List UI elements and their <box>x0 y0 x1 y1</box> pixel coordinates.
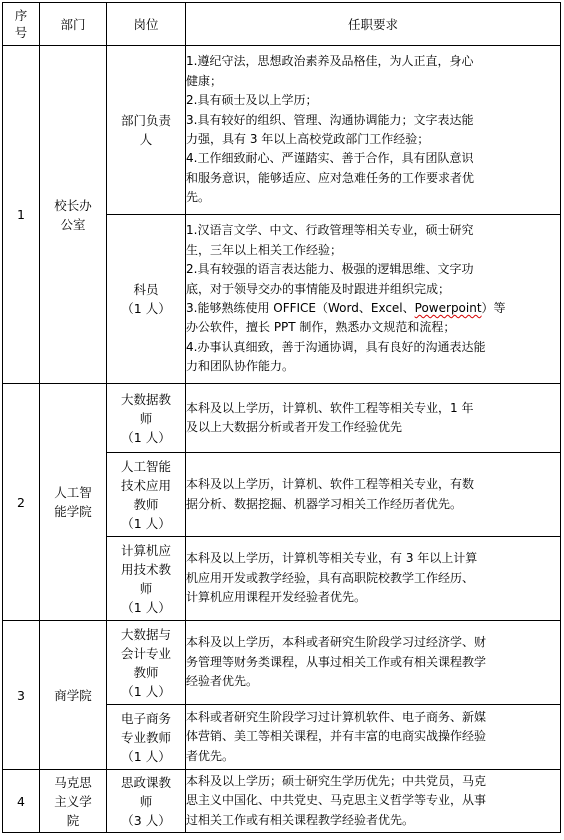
post-line: （1 人） <box>121 515 171 531</box>
requirement-text: ）等 <box>481 301 506 315</box>
department-cell <box>40 770 107 833</box>
requirement-line: 和服务意识，能够适应、应对急难任务的工作要求者优 <box>186 170 475 185</box>
requirement-line: 经验者优先。 <box>186 674 259 689</box>
spellcheck-underlined-word: Powerpoint <box>414 301 482 315</box>
post-cell <box>107 621 186 705</box>
requirements-cell <box>186 215 561 384</box>
requirement-line: 本科及以上学历，计算机、软件工程等相关专业，有数 <box>186 477 475 492</box>
requirement-line: 生，三年以上相关工作经验； <box>186 242 343 257</box>
row-number: 4 <box>3 770 40 833</box>
post-line: 思政课教 <box>120 774 171 790</box>
post-cell <box>107 384 186 453</box>
post-line: 教师 <box>133 664 159 680</box>
post-line: 部门负责 <box>120 113 171 128</box>
header-no-line: 序 <box>14 8 28 23</box>
post-line: 电子商务 <box>120 710 171 726</box>
post-line: 师 <box>139 580 153 596</box>
header-row <box>3 3 561 46</box>
post-line: 大数据教 <box>120 391 171 407</box>
department-line: 公室 <box>60 216 86 232</box>
requirements-cell <box>186 46 561 215</box>
post-line: 专业教师 <box>120 729 171 745</box>
requirement-line: 体营销、美工等相关课程，并有丰富的电商实战操作经验 <box>186 729 487 744</box>
post-line: 教师 <box>133 496 159 512</box>
post-line: （1 人） <box>121 683 171 699</box>
requirement-line: 2.具有硕士及以上学历； <box>186 93 318 108</box>
post-line: 计算机应 <box>120 542 171 558</box>
post-line: 师 <box>139 793 153 809</box>
post-cell <box>107 215 186 384</box>
post-line: （1 人） <box>121 429 171 445</box>
department-cell <box>40 46 107 384</box>
post-line: （1 人） <box>121 301 171 316</box>
post-line: 技术应用 <box>120 477 171 493</box>
requirement-line: 机应用开发或教学经验，具有高职院校教学工作经历、 <box>186 570 475 585</box>
requirement-line: 4.工作细致耐心、严谨踏实、善于合作，具有团队意识 <box>186 151 474 166</box>
post-line: 人工智能 <box>120 458 171 474</box>
department-cell <box>40 384 107 621</box>
requirement-line: 2.具有较强的语言表达能力、极强的逻辑思维、文字功 <box>186 262 474 277</box>
requirement-line: 先。 <box>186 190 211 205</box>
requirements-cell <box>186 537 561 621</box>
requirement-line: 者优先。 <box>186 748 235 763</box>
requirement-line: 据分析、数据挖掘、机器学习相关工作经历者优先。 <box>186 496 463 511</box>
department-line: 人工智 <box>54 485 92 500</box>
requirement-line: 4.办事认真细致，善于沟通协调，具有良好的沟通表达能 <box>186 339 486 354</box>
requirement-line: 1.遵纪守法，思想政治素养及品格佳，为人正直，身心 <box>186 54 474 69</box>
department-line: 校长办 <box>54 197 92 213</box>
requirement-line: 本科及以上学历，计算机等相关专业，有 3 年以上计算 <box>186 551 478 566</box>
post-cell <box>107 705 186 770</box>
header-no-line: 号 <box>14 25 28 40</box>
requirements-cell <box>186 453 561 537</box>
post-cell <box>107 770 186 833</box>
requirement-line: 底，对于领导交办的事情能及时跟进并组织完成； <box>186 281 451 296</box>
row-number: 1 <box>3 46 40 384</box>
post-line: （3 人） <box>121 812 171 828</box>
header-requirements: 任职要求 <box>186 3 561 46</box>
requirement-line: 力强，具有 3 年以上高校党政部门工作经验； <box>186 132 430 146</box>
row-number: 3 <box>3 621 40 770</box>
requirement-line: 过相关工作或有相关课程教学经验者优先。 <box>186 812 415 827</box>
department-line: 商学院 <box>54 687 92 703</box>
requirement-text: 3.能够熟练使用 OFFICE（Word、Excel、 <box>186 301 415 315</box>
requirement-line: 务管理等财务类课程，从事过相关工作或有相关课程教学 <box>186 654 487 669</box>
post-line: 人 <box>139 132 153 147</box>
department-line: 主义学 <box>54 793 92 809</box>
post-line: （1 人） <box>121 748 171 764</box>
requirement-line: 力和团队协作能力。 <box>186 359 295 374</box>
table-row <box>3 46 561 215</box>
requirement-line: 3.具有较好的组织、管理、沟通协调能力；文字表达能 <box>186 112 474 127</box>
requirement-line: 思主义中国化、中共党史、马克思主义哲学等专业，从事 <box>186 793 487 808</box>
requirement-line: 计算机应用课程开发经验者优先。 <box>186 590 367 605</box>
requirements-cell <box>186 384 561 453</box>
table-row <box>3 384 561 453</box>
requirement-line <box>186 299 560 318</box>
recruitment-table <box>2 2 561 833</box>
post-line: （1 人） <box>121 599 171 615</box>
department-line: 能学院 <box>54 504 92 519</box>
department-line: 院 <box>66 812 80 828</box>
header-dept: 部门 <box>40 3 107 46</box>
post-line: 大数据与 <box>120 626 171 642</box>
requirement-line: 办公软件，擅长 PPT 制作，熟悉办文规范和流程； <box>186 320 456 335</box>
requirement-line: 本科及以上学历，本科或者研究生阶段学习过经济学、财 <box>186 635 487 650</box>
post-line: 科员 <box>133 282 159 297</box>
requirements-cell <box>186 705 561 770</box>
department-cell <box>40 621 107 770</box>
requirements-cell <box>186 621 561 705</box>
table-row <box>3 770 561 833</box>
post-cell <box>107 46 186 215</box>
requirement-line: 健康； <box>186 73 223 88</box>
department-line: 马克思 <box>54 774 92 790</box>
requirement-line: 本科及以上学历，计算机、软件工程等相关专业，1 年 <box>186 400 474 415</box>
requirement-line: 及以上大数据分析或者开发工作经验优先 <box>186 420 403 434</box>
table-row <box>3 621 561 705</box>
row-number: 2 <box>3 384 40 621</box>
requirement-line: 1.汉语言文学、中文、行政管理等相关专业，硕士研究 <box>186 223 474 238</box>
post-line: 用技术教 <box>120 561 171 577</box>
requirement-line: 本科或者研究生阶段学习过计算机软件、电子商务、新媒 <box>186 709 487 724</box>
post-cell <box>107 537 186 621</box>
header-post: 岗位 <box>107 3 186 46</box>
requirement-line: 本科及以上学历；硕士研究生学历优先；中共党员，马克 <box>186 773 487 788</box>
post-cell <box>107 453 186 537</box>
post-line: 会计专业 <box>120 645 171 661</box>
header-no <box>3 3 40 46</box>
post-line: 师 <box>139 410 153 426</box>
requirements-cell <box>186 770 561 833</box>
